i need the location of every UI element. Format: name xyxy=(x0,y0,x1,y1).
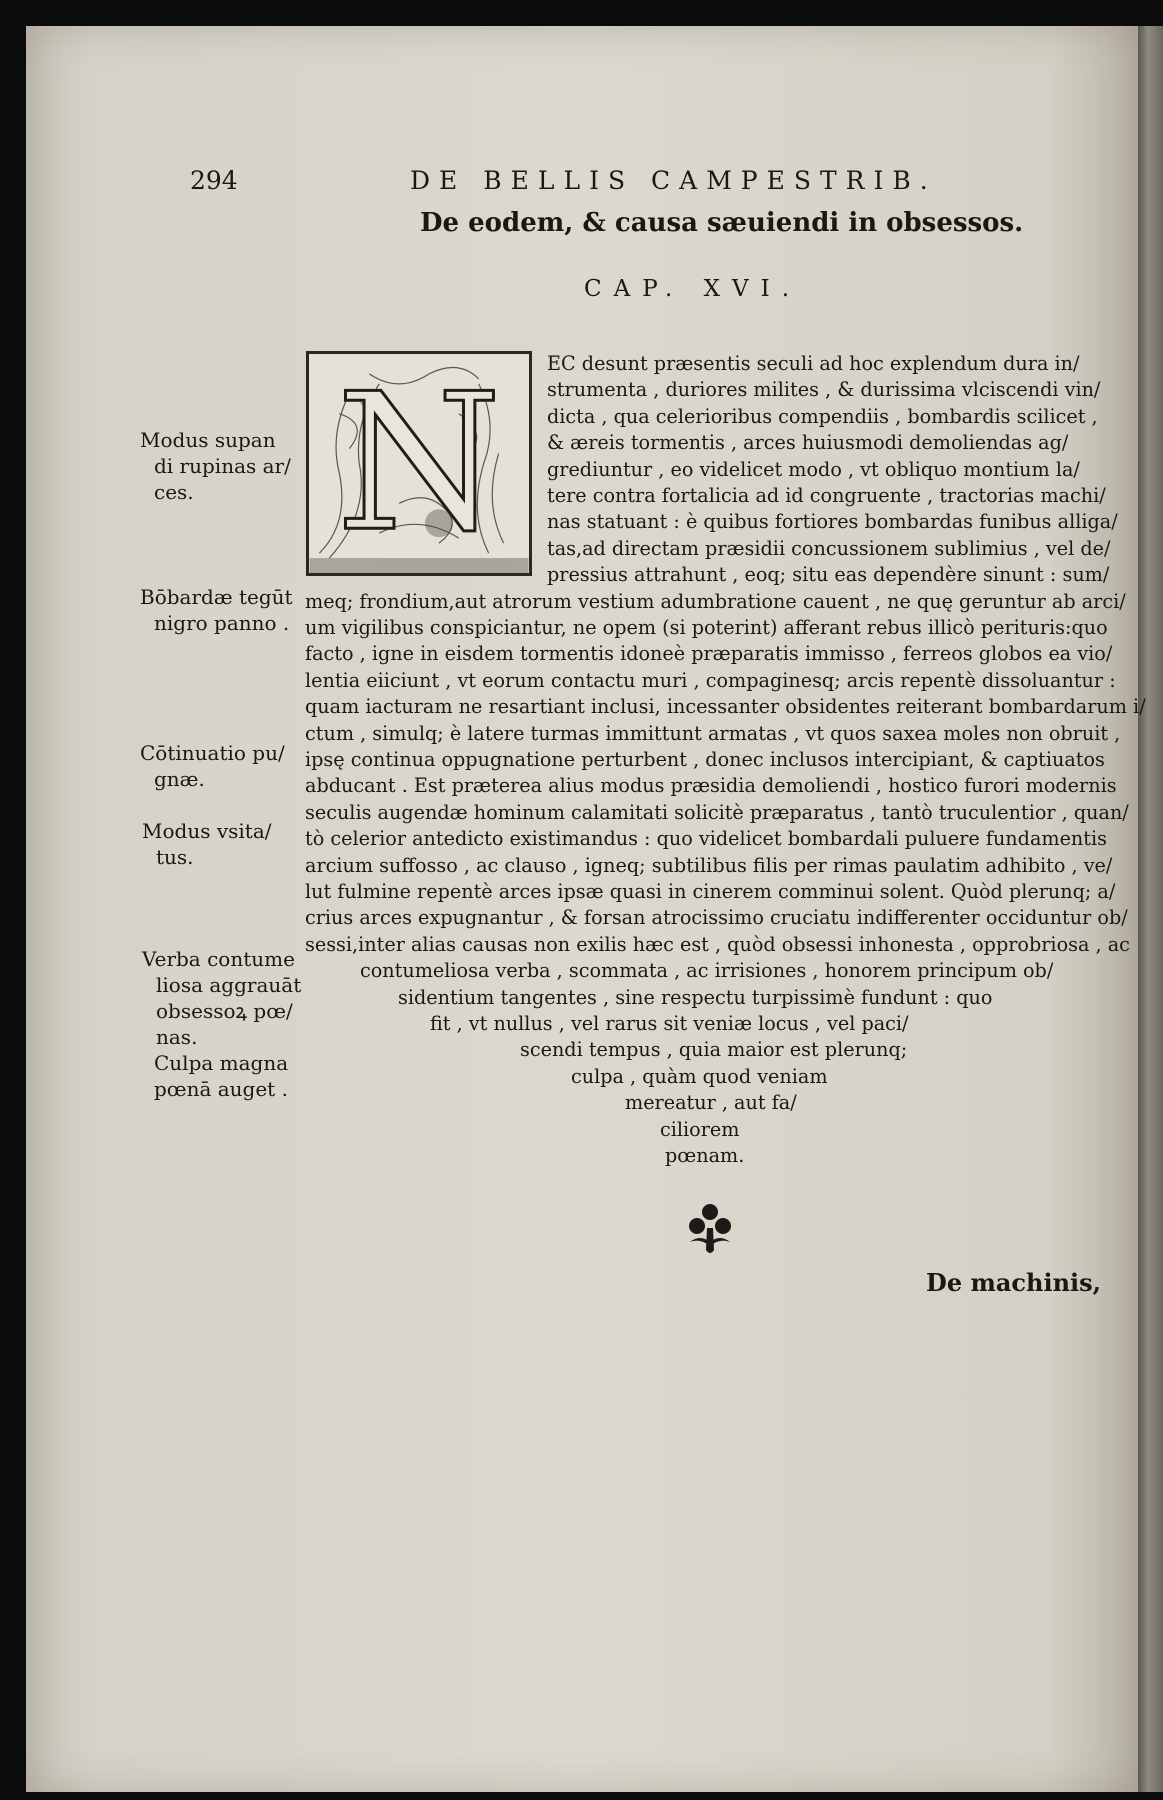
chapter-number: CAP. XVI. xyxy=(584,276,802,302)
body-line: tò celerior antedicto existimandus : quo videlicet bombardali puluere fundamentis xyxy=(305,827,1107,851)
marginal-note-line: Modus vsita/ xyxy=(142,819,272,843)
marginal-note-line: liosa aggrauāt xyxy=(156,973,302,997)
body-line: mereatur , aut fa/ xyxy=(625,1091,797,1115)
body-line: lentia eiiciunt , vt eorum contactu muri , compaginesq; arcis repentè dissoluantur : xyxy=(305,668,1116,692)
catchword: De machinis, xyxy=(926,1268,1101,1297)
body-line: nas statuant : è quibus fortiores bombardas funibus alliga/ xyxy=(547,510,1118,534)
body-line: seculis augendæ hominum calamitati solicitè præparatus , tantò truculentior , quan/ xyxy=(305,800,1129,824)
body-line: abducant . Est præterea alius modus præsidia demoliendi , hostico furori modernis xyxy=(305,774,1117,798)
body-line: facto , igne in eisdem tormentis idoneè præparatis immisso , ferreos globos ea vio/ xyxy=(305,642,1113,666)
marginal-note-line: Culpa magna xyxy=(154,1051,289,1075)
next-page-edge xyxy=(1138,26,1163,1792)
body-line: tas,ad directam præsidii concussionem sublimius , vel de/ xyxy=(547,536,1111,560)
marginal-note-line: di rupinas ar/ xyxy=(154,454,291,478)
body-line: tere contra fortalicia ad id congruente , tractorias machi/ xyxy=(547,484,1106,507)
marginal-note-line: Modus supan xyxy=(140,428,276,452)
marginal-note-line: pœnā auget . xyxy=(154,1077,288,1101)
page-number: 294 xyxy=(190,166,238,195)
body-line: ciliorem xyxy=(660,1117,740,1141)
body-line: strumenta , duriores milites , & durissima vlciscendi vin/ xyxy=(547,378,1101,402)
body-line: culpa , quàm quod veniam xyxy=(571,1064,828,1088)
body-line: EC desunt præsentis seculi ad hoc explendum dura in/ xyxy=(547,352,1080,375)
marginal-note-line: tus. xyxy=(156,845,194,869)
marginal-note-line: gnæ. xyxy=(154,767,205,791)
body-line: crius arces expugnantur , & forsan atrocissimo cruciatu indifferenter occiduntur ob/ xyxy=(305,906,1128,930)
body-line: pressius attrahunt , eoq; situ eas dependère sinunt : sum/ xyxy=(547,563,1110,587)
body-line: ctum , simulq; è latere turmas immittunt armatas , vt quos saxea moles non obruit , xyxy=(305,721,1121,745)
woodcut-initial-N-icon xyxy=(306,351,532,576)
body-line: grediuntur , eo videlicet modo , vt obliquo montium la/ xyxy=(547,457,1080,481)
body-line: quam iacturam ne resartiant inclusi, incessanter obsidentes reiterant bombardarum i/ xyxy=(305,695,1146,719)
body-line: contumeliosa verba , scommata , ac irrisiones , honorem principum ob/ xyxy=(360,959,1054,983)
marginal-note-line: Bōbardæ tegūt xyxy=(140,585,293,609)
marginal-note-line: nigro panno . xyxy=(154,611,290,635)
body-line: meq; frondium,aut atrorum vestium adumbratione cauent , ne quę geruntur ab arci/ xyxy=(305,589,1126,613)
body-line: & æreis tormentis , arces huiusmodi demoliendas ag/ xyxy=(547,431,1069,455)
body-line: scendi tempus , quia maior est plerunq; xyxy=(520,1038,908,1062)
body-line: um vigilibus conspiciantur, ne opem (si poterint) afferant rebus illicò perituris:quo xyxy=(305,616,1108,639)
fleuron-ornament-icon xyxy=(680,1198,740,1258)
chapter-title: De eodem, & causa sæuiendi in obsessos. xyxy=(420,208,1024,238)
marginal-note-line: ces. xyxy=(154,480,194,504)
marginal-note-line: Verba contume xyxy=(142,947,295,971)
running-head: DE BELLIS CAMPESTRIB. xyxy=(410,166,937,195)
marginal-note-line: Cōtinuatio pu/ xyxy=(140,741,285,765)
body-line: sessi,inter alias causas non exilis hæc est , quòd obsessi inhonesta , opprobriosa , ac xyxy=(305,932,1130,956)
body-line: ipsę continua oppugnatione perturbent , donec inclusos intercipiant, & captiuatos xyxy=(305,748,1105,771)
body-line: sidentium tangentes , sine respectu turpissimè fundunt : quo xyxy=(398,985,993,1009)
marginal-note-line: nas. xyxy=(156,1025,198,1049)
woodcut-initial-drawing xyxy=(309,354,529,573)
body-line: pœnam. xyxy=(665,1144,745,1167)
body-line: dicta , qua celerioribus compendiis , bombardis scilicet , xyxy=(547,404,1098,428)
body-line: fit , vt nullus , vel rarus sit veniæ locus , vel paci/ xyxy=(430,1012,909,1035)
body-line: arcium suffosso , ac clauso , igneq; subtilibus filis per rimas paulatim adhibito , ve/ xyxy=(305,853,1113,877)
initial-letter: N xyxy=(336,354,502,573)
marginal-note-line: obsessoꝝ pœ/ xyxy=(156,999,293,1023)
body-line: lut fulmine repentè arces ipsæ quasi in cinerem comminui solent. Quòd plerunq; a/ xyxy=(305,880,1116,903)
